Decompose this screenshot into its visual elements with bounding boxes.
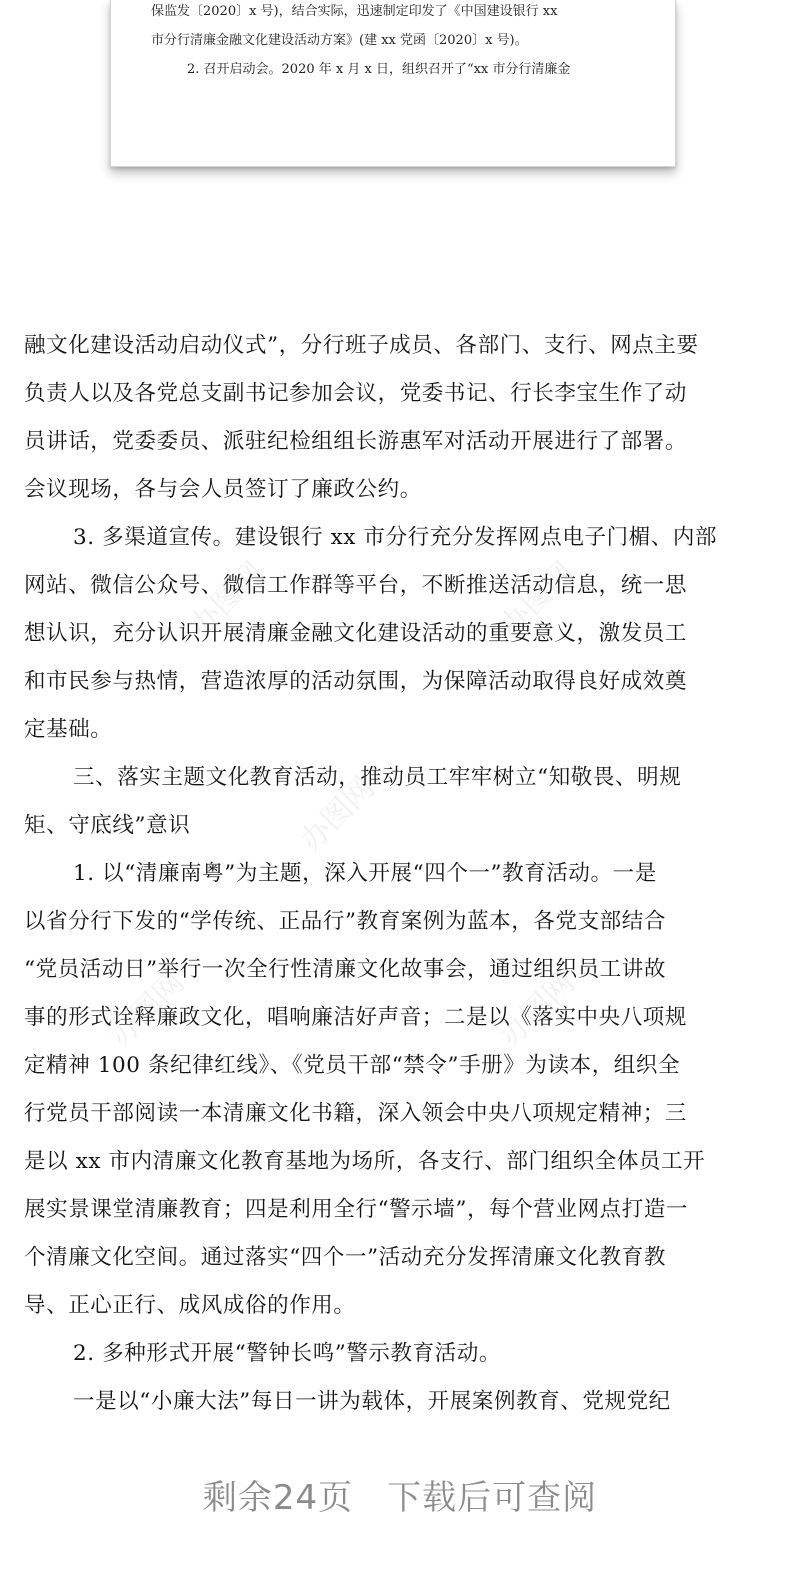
doc-line: 展实景课堂清廉教育；四是利用全行“警示墙”，每个营业网点打造一 [24, 1197, 689, 1222]
doc-line: 2. 多种形式开展“警钟长鸣”警示教育活动。 [73, 1341, 502, 1366]
doc-line: 会议现场，各与会人员签订了廉政公约。 [24, 477, 422, 502]
watermark: 办图网 [183, 555, 272, 644]
doc-line: 1. 以“清廉南粤”为主题，深入开展“四个一”教育活动。一是 [73, 861, 657, 886]
download-hint-label: 下载后可查阅 [387, 1478, 598, 1518]
doc-line: 导、正心正行、成风成俗的作用。 [24, 1293, 356, 1318]
doc-line: 融文化建设活动启动仪式”，分行班子成员、各部门、支行、网点主要 [24, 333, 699, 358]
watermark: 办图网 [103, 965, 192, 1054]
watermark: 办图网 [493, 965, 582, 1054]
doc-line: 定精神 100 条纪律红线》、《党员干部“禁令”手册》为读本，组织全 [24, 1053, 681, 1078]
watermark: 办图网 [293, 770, 382, 859]
doc-line: 网站、微信公众号、微信工作群等平台，不断推送活动信息，统一思 [24, 573, 688, 598]
doc-line: 和市民参与热情，营造浓厚的活动氛围，为保障活动取得良好成效奠 [24, 669, 688, 694]
doc-line: 一是以“小廉大法”每日一讲为载体，开展案例教育、党规党纪 [73, 1389, 671, 1414]
doc-line: 矩、守底线”意识 [24, 813, 191, 838]
document-body [24, 322, 769, 1426]
page-preview-card [110, 0, 676, 167]
preview-line: 保监发〔2020〕x 号)，结合实际，迅速制定印发了《中国建设银行 xx [151, 4, 558, 19]
remaining-pages-label: 剩余24页 [202, 1478, 354, 1518]
doc-line: 行党员干部阅读一本清廉文化书籍，深入领会中央八项规定精神；三 [24, 1101, 688, 1126]
doc-line: 3. 多渠道宣传。建设银行 xx 市分行充分发挥网点电子门楣、内部 [73, 525, 718, 550]
doc-line: “党员活动日”举行一次全行性清廉文化故事会，通过组织员工讲故 [24, 957, 666, 982]
doc-line: 是以 xx 市内清廉文化教育基地为场所，各支行、部门组织全体员工开 [24, 1149, 706, 1174]
remaining-pages-notice[interactable] [0, 1470, 800, 1519]
doc-line: 个清廉文化空间。通过落实“四个一”活动充分发挥清廉文化教育教 [24, 1245, 666, 1270]
doc-line: 想认识，充分认识开展清廉金融文化建设活动的重要意义，激发员工 [24, 621, 688, 646]
doc-line: 三、落实主题文化教育活动，推动员工牢牢树立“知敬畏、明规 [73, 765, 682, 790]
doc-line: 员讲话，党委委员、派驻纪检组组长游惠军对活动开展进行了部署。 [24, 429, 688, 454]
doc-line: 事的形式诠释廉政文化，唱响廉洁好声音；二是以《落实中央八项规 [24, 1005, 688, 1030]
doc-line: 定基础。 [24, 717, 113, 742]
doc-line: 负责人以及各党总支副书记参加会议，党委书记、行长李宝生作了动 [24, 381, 688, 406]
preview-line: 2. 召开启动会。2020 年 x 月 x 日，组织召开了“xx 市分行清廉金 [187, 62, 571, 77]
watermark: 办图网 [493, 555, 582, 644]
preview-line: 市分行清廉金融文化建设活动方案》(建 xx 党函〔2020〕x 号)。 [151, 33, 528, 48]
doc-line: 以省分行下发的“学传统、正品行”教育案例为蓝本，各党支部结合 [24, 909, 666, 934]
